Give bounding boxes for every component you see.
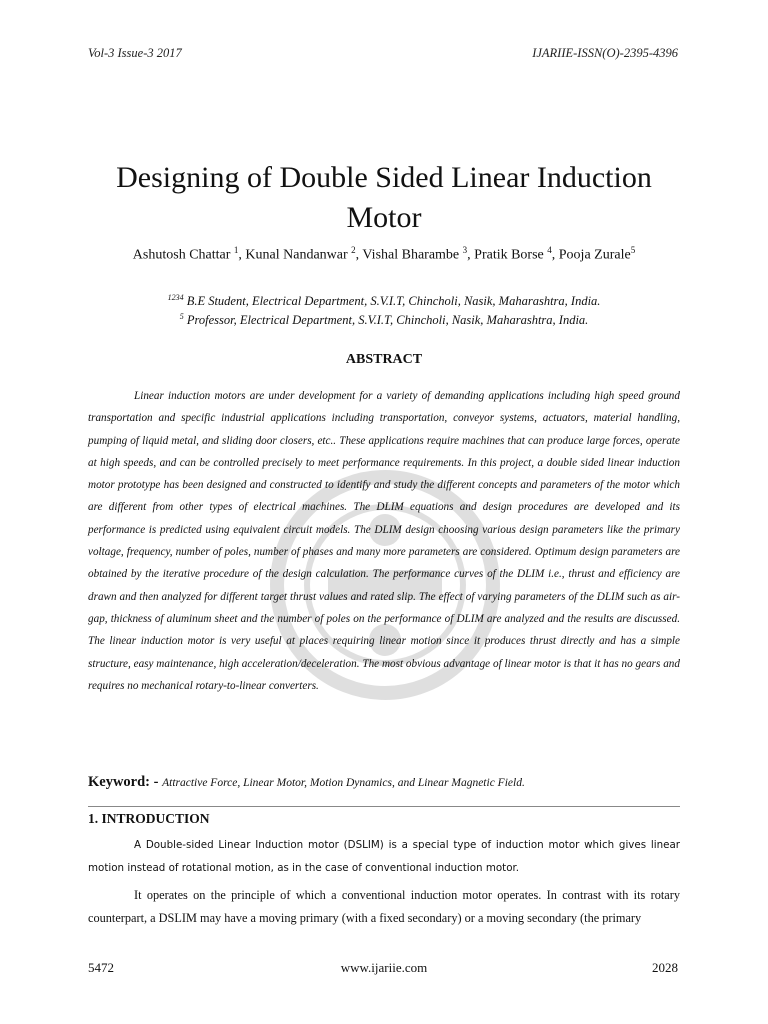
author-affiliation-mark: 4 <box>547 245 552 255</box>
author-list <box>88 245 680 264</box>
author-name: Kunal Nandanwar <box>245 247 352 263</box>
affiliation-line <box>88 290 680 309</box>
affiliation-mark: 5 <box>179 312 184 322</box>
author-name: Pooja Zurale <box>558 247 631 263</box>
affiliation-line <box>88 309 680 328</box>
abstract-body: Linear induction motors are under development for a variety of demanding applications including high speed ground transportation and specific industrial applications including transportation, conveyor systems, actuators, material handling, pumping of liquid metal, and sliding door closers, etc.. These applications require machines that can produce large forces, operate at high speeds, and can be controlled precisely to meet performance requirements. In this project, a double sided linear induction motor prototype has been designed and constructed to identify and study the different concepts and parameters of the motor which are different from other types of electrical machines. The DLIM equations and design procedures are developed and its performance is predicted using equivalent circuit models. The DLIM design choosing various design parameters like the primary voltage, frequency, number of poles, number of phases and many more parameters are considered. Optimum design parameters are obtained by the iterative procedure of the design calculation. The performance curves of the DLIM i.e., thrust and efficiency are drawn and then analyzed for different target thrust values and rated slip. The effect of varying parameters of the DLIM such as air-gap, thickness of aluminum sheet and the number of poles on the performance of DLIM are analyzed and the results are discussed. The linear induction motor is very useful at places requiring linear motion since it produces thrust directly and has a simple structure, easy maintenance, high acceleration/deceleration. The most obvious advantage of linear motor is that it has no gears and requires no mechanical rotary-to-linear converters. <box>88 390 680 692</box>
paper-title: Designing of Double Sided Linear Induction Motor <box>116 161 652 234</box>
affiliations <box>88 290 680 328</box>
author-affiliation-mark: 2 <box>351 245 356 255</box>
affiliation-text: Professor, Electrical Department, S.V.I.T, Chincholi, Nasik, Maharashtra, India. <box>183 313 589 328</box>
keywords-text: Attractive Force, Linear Motor, Motion Dynamics, and Linear Magnetic Field. <box>162 777 525 789</box>
author-separator: , <box>238 247 246 263</box>
running-header-issn: IJARIIE-ISSN(O)-2395-4396 <box>532 46 678 60</box>
author-name: Pratik Borse <box>474 247 548 263</box>
introduction-paragraph: A Double-sided Linear Induction motor (DSLIM) is a special type of induction motor which gives linear motion instead of rotational motion, as in the case of conventional induction motor. <box>88 839 680 874</box>
section-divider <box>88 806 680 807</box>
running-header-volume: Vol-3 Issue-3 2017 <box>88 46 182 60</box>
author-affiliation-mark: 1 <box>233 245 239 255</box>
footer-website: www.ijariie.com <box>340 960 428 975</box>
author-affiliation-mark: 3 <box>462 245 468 255</box>
footer-page-number: 5472 <box>88 960 114 975</box>
author-affiliation-mark: 5 <box>630 245 636 255</box>
introduction-paragraph: It operates on the principle of which a conventional induction motor operates. In contrast with its rotary counterpart, a DSLIM may have a moving primary (with a fixed secondary) or a moving secondary (the primary <box>88 888 680 925</box>
author-separator: , <box>355 247 363 263</box>
author-separator: , <box>551 247 559 263</box>
footer-article-number: 2028 <box>652 960 678 975</box>
keywords-label: Keyword: - <box>88 774 163 790</box>
author-name: Ashutosh Chattar <box>132 247 234 263</box>
author-name: Vishal Bharambe <box>362 247 463 263</box>
affiliation-mark: 1234 <box>167 293 184 302</box>
author-separator: , <box>467 247 475 263</box>
keywords <box>88 774 680 791</box>
affiliation-text: B.E Student, Electrical Department, S.V.I.T, Chincholi, Nasik, Maharashtra, India. <box>183 294 601 309</box>
section-heading-introduction: 1. INTRODUCTION <box>88 811 210 826</box>
abstract-heading: ABSTRACT <box>345 352 423 367</box>
